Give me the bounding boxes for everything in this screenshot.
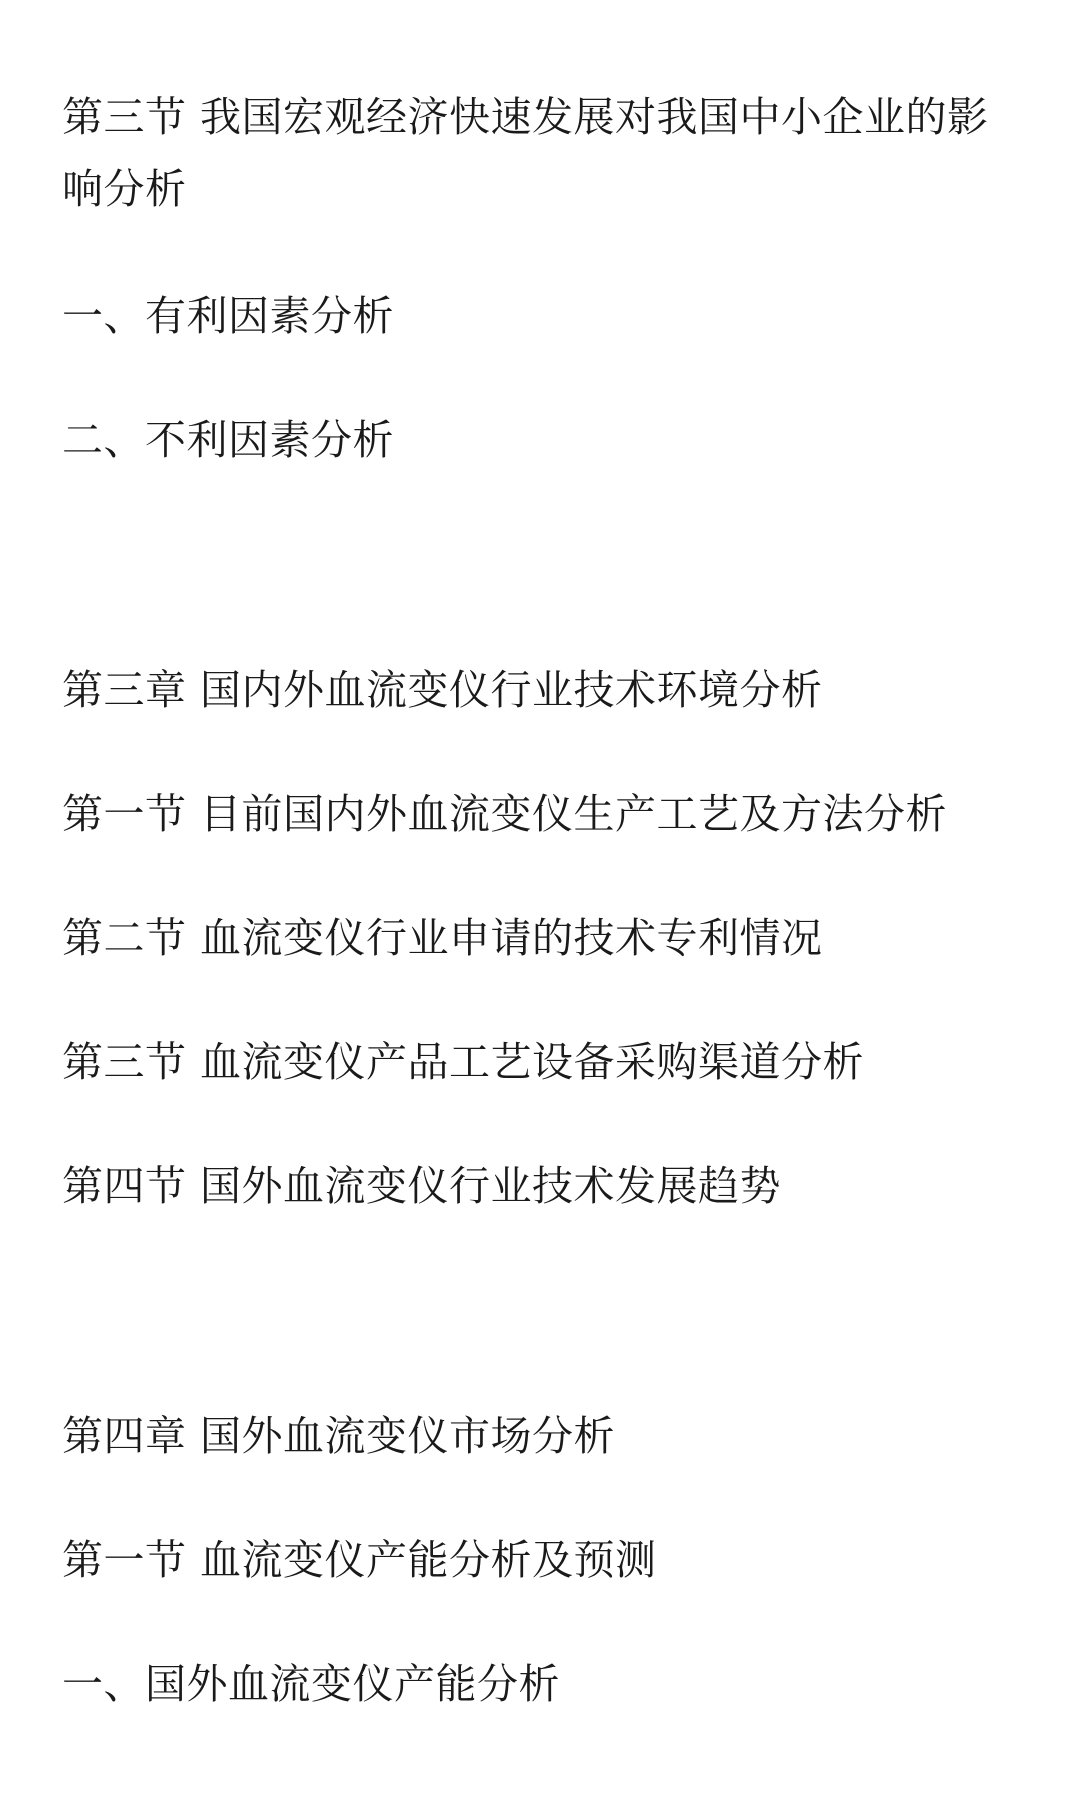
section-heading: 第三节 我国宏观经济快速发展对我国中小企业的影响分析 xyxy=(62,93,989,213)
section-heading: 第四节 国外血流变仪行业技术发展趋势 xyxy=(62,1162,782,1210)
section-heading: 第三节 血流变仪产品工艺设备采购渠道分析 xyxy=(62,1038,865,1086)
list-item: 一、国外血流变仪产能分析 xyxy=(62,1660,560,1708)
section-heading: 第一节 目前国内外血流变仪生产工艺及方法分析 xyxy=(62,790,948,838)
section-heading: 第二节 血流变仪行业申请的技术专利情况 xyxy=(62,914,823,962)
chapter-heading: 第三章 国内外血流变仪行业技术环境分析 xyxy=(62,666,823,714)
section-heading: 第一节 血流变仪产能分析及预测 xyxy=(62,1536,657,1584)
chapter-heading: 第四章 国外血流变仪市场分析 xyxy=(62,1412,616,1460)
list-item: 一、有利因素分析 xyxy=(62,292,394,340)
list-item: 二、不利因素分析 xyxy=(62,416,394,464)
